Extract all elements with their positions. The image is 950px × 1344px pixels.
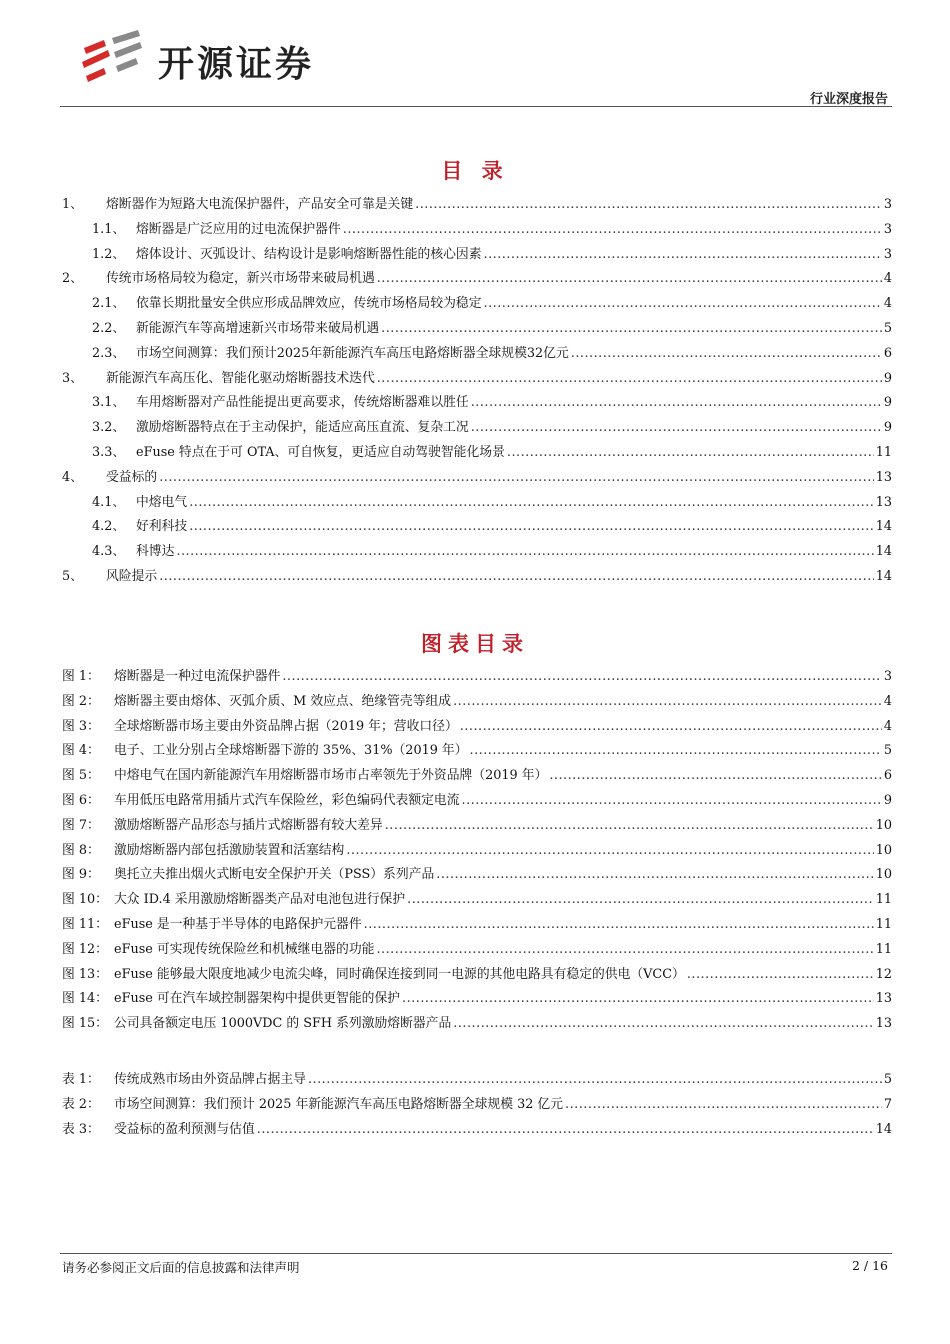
figure-entry[interactable]	[62, 764, 892, 789]
figure-entry-leader	[460, 719, 882, 734]
toc-entry[interactable]	[62, 193, 892, 218]
toc-entry-title: 熔断器是广泛应用的过电流保护器件	[136, 221, 341, 237]
toc-entry-page: 4	[883, 271, 892, 287]
toc-entry-leader	[343, 222, 882, 237]
figure-entry-page: 12	[875, 966, 892, 982]
table-entry-page: 14	[875, 1121, 892, 1137]
toc-entry-leader	[377, 271, 882, 286]
figure-entry-number: 图 9：	[62, 867, 100, 883]
toc-entry[interactable]	[62, 367, 892, 392]
table-entry-leader	[257, 1122, 874, 1137]
toc-entry-leader	[415, 197, 882, 212]
toc-list	[62, 193, 892, 590]
figure-entry-leader	[376, 942, 873, 957]
toc-entry-leader	[189, 519, 874, 534]
figure-entry-page: 13	[875, 1016, 892, 1032]
figure-entry-number: 图 6：	[62, 792, 100, 808]
toc-entry[interactable]	[62, 292, 892, 317]
figure-entry-page: 11	[875, 941, 892, 957]
toc-entry-leader	[484, 296, 882, 311]
page-number: 2 / 16	[851, 1258, 888, 1273]
figure-entry-leader	[462, 793, 882, 808]
toc-entry[interactable]	[62, 416, 892, 441]
table-entry-number: 表 1：	[62, 1072, 100, 1087]
toc-entry-leader	[507, 445, 874, 460]
brand-name: 开源证券	[158, 44, 315, 85]
toc-entry-number: 1、	[62, 197, 83, 212]
toc-entry[interactable]	[62, 218, 892, 243]
figure-entry-title: eFuse 是一种基于半导体的电路保护元器件	[114, 916, 362, 932]
figure-entry-title: eFuse 可实现传统保险丝和机械继电器的功能	[114, 941, 375, 957]
figure-entry[interactable]	[62, 839, 892, 864]
toc-entry-leader	[571, 346, 882, 361]
toc-entry-leader	[159, 569, 874, 584]
figures-title: 图表目录	[421, 632, 529, 656]
toc-entry[interactable]	[62, 466, 892, 491]
toc-entry[interactable]	[62, 391, 892, 416]
toc-entry-leader	[471, 420, 882, 435]
table-entry[interactable]	[62, 1068, 892, 1093]
brand-logo	[78, 28, 368, 88]
figure-entry-title: 激励熔断器产品形态与插片式熔断器有较大差异	[114, 817, 383, 833]
figure-list	[62, 665, 892, 1037]
figure-entry[interactable]	[62, 789, 892, 814]
header-divider	[60, 106, 892, 107]
table-entry-title: 市场空间测算：我们预计 2025 年新能源汽车高压电路熔断器全球规模 32 亿元	[114, 1096, 564, 1112]
figure-entry-title: 车用低压电路常用插片式汽车保险丝，彩色编码代表额定电流	[114, 792, 460, 808]
toc-entry-number: 5、	[62, 568, 83, 584]
figure-entry-number: 图 7：	[62, 817, 100, 833]
toc-entry-title: 激励熔断器特点在于主动保护，能适应高压直流、复杂工况	[136, 420, 469, 436]
figure-entry-number: 图 14：	[62, 991, 108, 1007]
figure-entry-leader	[436, 867, 873, 882]
figure-entry-page: 10	[875, 842, 892, 858]
figure-entry-number: 图 2：	[62, 693, 100, 709]
brand-logo-icon	[78, 28, 150, 86]
figure-entry[interactable]	[62, 814, 892, 839]
table-list	[62, 1068, 892, 1142]
figure-entry-page: 3	[883, 669, 892, 684]
figure-entry-number: 图 13：	[62, 966, 108, 982]
footer-divider	[60, 1253, 892, 1254]
figure-entry[interactable]	[62, 690, 892, 715]
figure-entry-title: 熔断器是一种过电流保护器件	[114, 669, 281, 684]
figure-entry-page: 9	[883, 792, 892, 808]
table-entry-page: 5	[883, 1072, 892, 1087]
toc-entry-leader	[189, 495, 874, 510]
figure-entry-leader	[282, 669, 881, 684]
table-entry-title: 受益标的盈利预测与估值	[114, 1121, 255, 1137]
toc-entry[interactable]	[62, 565, 892, 590]
table-entry[interactable]	[62, 1093, 892, 1118]
toc-title: 目 录	[441, 159, 509, 183]
figure-entry-leader	[549, 768, 882, 783]
figure-entry-title: 大众 ID.4 采用激励熔断器类产品对电池包进行保护	[114, 892, 406, 908]
toc-entry[interactable]	[62, 243, 892, 268]
toc-entry-page: 14	[875, 519, 892, 535]
toc-entry-page: 3	[883, 221, 892, 237]
toc-entry-page: 5	[883, 320, 892, 336]
toc-entry-title: 熔体设计、灭弧设计、结构设计是影响熔断器性能的核心因素	[136, 246, 482, 262]
figure-entry[interactable]	[62, 963, 892, 988]
toc-entry-title: 中熔电气	[136, 494, 188, 510]
toc-entry-title: 新能源汽车等高增速新兴市场带来破局机遇	[136, 320, 380, 336]
toc-entry-leader	[381, 321, 882, 336]
figure-entry-title: 全球熔断器市场主要由外资品牌占据（2019 年；营收口径）	[114, 718, 458, 734]
toc-entry-title: 传统市场格局较为稳定，新兴市场带来破局机遇	[106, 271, 375, 287]
table-entry-leader	[308, 1072, 882, 1087]
toc-entry[interactable]	[62, 491, 892, 516]
figure-entry-page: 13	[875, 991, 892, 1007]
toc-entry-title: 受益标的	[106, 469, 158, 485]
figure-entry[interactable]	[62, 665, 892, 690]
figure-entry-leader	[346, 843, 873, 858]
toc-entry-title: 熔断器作为短路大电流保护器件，产品安全可靠是关键	[106, 197, 414, 212]
toc-entry-title: 风险提示	[106, 568, 158, 584]
figure-entry-leader	[407, 892, 874, 907]
toc-entry-page: 3	[883, 246, 892, 262]
figure-entry-number: 图 3：	[62, 718, 100, 734]
figure-entry-number: 图 8：	[62, 842, 100, 858]
toc-entry-number: 4.3、	[92, 544, 126, 560]
figure-entry-title: 电子、工业分别占全球熔断器下游的 35%、31%（2019 年）	[114, 743, 468, 759]
table-entry[interactable]	[62, 1118, 892, 1143]
toc-entry-number: 4、	[62, 469, 83, 485]
toc-entry-page: 6	[883, 345, 892, 361]
figure-entry-title: eFuse 能够最大限度地减少电流尖峰，同时确保连接到同一电源的其他电路具有稳定的供电（VCC）	[114, 966, 685, 982]
toc-entry-number: 4.2、	[92, 519, 126, 535]
toc-entry-number: 3、	[62, 370, 83, 386]
figure-entry-leader	[687, 967, 874, 982]
figure-entry-title: 中熔电气在国内新能源汽车用熔断器市场市占率领先于外资品牌（2019 年）	[114, 768, 548, 784]
toc-entry-title: 车用熔断器对产品性能提出更高要求，传统熔断器难以胜任	[136, 395, 469, 411]
figure-entry[interactable]	[62, 1012, 892, 1037]
figure-entry-page: 10	[875, 817, 892, 833]
figure-entry-leader	[453, 694, 882, 709]
figure-entry-page: 11	[875, 916, 892, 932]
figure-entry[interactable]	[62, 715, 892, 740]
figure-entry-number: 图 11：	[62, 916, 108, 932]
figure-entry-title: eFuse 可在汽车域控制器架构中提供更智能的保护	[114, 991, 401, 1007]
figure-entry-number: 图 12：	[62, 941, 108, 957]
toc-entry-page: 4	[883, 296, 892, 312]
toc-entry-number: 2.1、	[92, 296, 126, 312]
figure-entry[interactable]	[62, 888, 892, 913]
figure-entry-leader	[470, 743, 882, 758]
toc-entry-page: 9	[883, 420, 892, 436]
figure-entry-title: 熔断器主要由熔体、灭弧介质、M 效应点、绝缘管壳等组成	[114, 693, 452, 709]
toc-entry-number: 4.1、	[92, 494, 126, 510]
figure-entry-page: 6	[883, 768, 892, 784]
toc-entry-page: 9	[883, 395, 892, 411]
toc-entry-leader	[377, 371, 882, 386]
figure-entry-number: 图 15：	[62, 1016, 108, 1032]
figure-entry-page: 5	[883, 743, 892, 759]
toc-entry[interactable]	[62, 342, 892, 367]
table-entry-leader	[565, 1097, 882, 1112]
toc-entry-number: 2、	[62, 271, 83, 287]
toc-entry-page: 14	[875, 544, 892, 560]
figure-entry-number: 图 10：	[62, 892, 108, 908]
figure-entry-title: 激励熔断器内部包括激励装置和活塞结构	[114, 842, 345, 858]
toc-entry-number: 2.2、	[92, 320, 126, 336]
toc-entry-page: 13	[875, 494, 892, 510]
figure-entry-leader	[453, 1016, 873, 1031]
toc-entry-page: 13	[875, 469, 892, 485]
table-entry-page: 7	[883, 1096, 892, 1112]
figure-entry-page: 10	[875, 867, 892, 883]
toc-entry-number: 2.3、	[92, 345, 126, 361]
figure-entry[interactable]	[62, 863, 892, 888]
toc-entry[interactable]	[62, 317, 892, 342]
figure-entry-leader	[402, 991, 874, 1006]
toc-entry-number: 1.1、	[92, 221, 126, 237]
figure-entry[interactable]	[62, 938, 892, 963]
figure-entry[interactable]	[62, 913, 892, 938]
figure-entry-leader	[364, 917, 874, 932]
toc-entry-leader	[471, 395, 882, 410]
figure-entry-page: 4	[883, 693, 892, 709]
figure-entry-number: 图 4：	[62, 743, 100, 759]
toc-entry[interactable]	[62, 441, 892, 466]
toc-entry-page: 9	[883, 370, 892, 386]
figure-entry-page: 4	[883, 718, 892, 734]
toc-entry-page: 11	[875, 444, 892, 460]
toc-entry-title: eFuse 特点在于可 OTA、可自恢复，更适应自动驾驶智能化场景	[136, 444, 505, 460]
footer-disclaimer: 请务必参阅正文后面的信息披露和法律声明	[62, 1260, 300, 1275]
figure-entry[interactable]	[62, 739, 892, 764]
toc-entry[interactable]	[62, 267, 892, 292]
toc-entry-title: 科博达	[136, 544, 175, 560]
toc-entry-title: 好利科技	[136, 519, 188, 535]
toc-entry-title: 新能源汽车高压化、智能化驱动熔断器技术迭代	[106, 370, 375, 386]
toc-entry-leader	[176, 544, 873, 559]
toc-entry-number: 3.2、	[92, 420, 126, 436]
figure-entry-page: 11	[875, 892, 892, 908]
figure-entry-title: 公司具备额定电压 1000VDC 的 SFH 系列激励熔断器产品	[114, 1016, 452, 1032]
figure-entry-number: 图 1：	[62, 669, 100, 684]
figure-entry-title: 奥托立夫推出烟火式断电安全保护开关（PSS）系列产品	[114, 867, 435, 883]
figure-entry-number: 图 5：	[62, 768, 100, 784]
toc-entry[interactable]	[62, 540, 892, 565]
toc-entry-number: 3.3、	[92, 444, 126, 460]
toc-entry-number: 3.1、	[92, 395, 126, 411]
toc-entry-leader	[159, 470, 874, 485]
table-entry-title: 传统成熟市场由外资品牌占据主导	[114, 1072, 306, 1087]
toc-entry-page: 3	[883, 197, 892, 212]
figure-entry[interactable]	[62, 987, 892, 1012]
report-type: 行业深度报告	[809, 92, 888, 107]
table-entry-number: 表 3：	[62, 1121, 100, 1137]
figure-entry-leader	[385, 818, 874, 833]
toc-entry-page: 14	[875, 568, 892, 584]
toc-entry-title: 市场空间测算：我们预计2025年新能源汽车高压电路熔断器全球规模32亿元	[136, 345, 569, 361]
table-entry-number: 表 2：	[62, 1096, 100, 1112]
toc-entry-number: 1.2、	[92, 246, 126, 262]
toc-entry-leader	[484, 247, 882, 262]
toc-entry-title: 依靠长期批量安全供应形成品牌效应，传统市场格局较为稳定	[136, 296, 482, 312]
toc-entry[interactable]	[62, 515, 892, 540]
